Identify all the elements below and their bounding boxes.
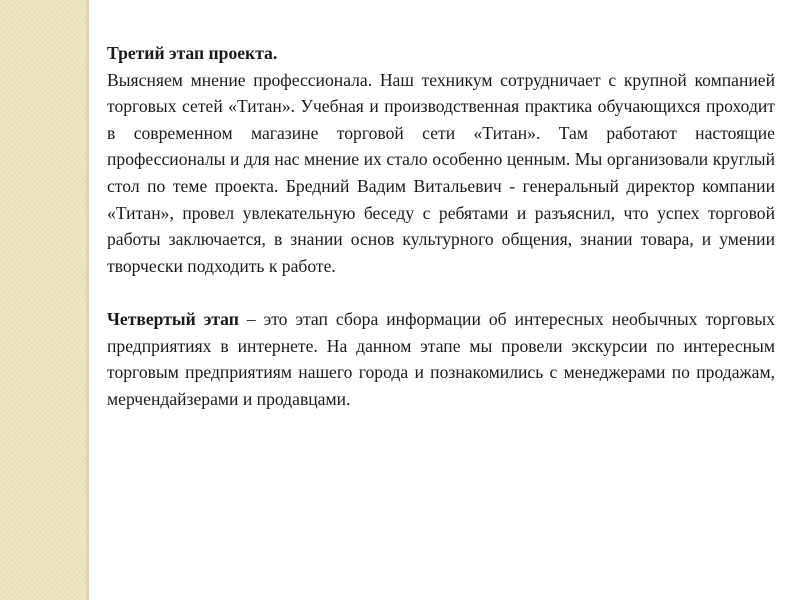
side-strip-border xyxy=(86,0,89,600)
stage4-lead: Четвертый этап xyxy=(107,308,239,329)
decorative-side-strip xyxy=(0,0,86,600)
stage3-paragraph xyxy=(107,40,775,279)
paragraph-spacer xyxy=(107,279,775,306)
stage3-body: Выясняем мнение профессионала. Наш техникум сотрудничает с крупной компанией торговых сетей «Титан». Учебная и производственная практика обучающихся проходит в современном магазине торговой сети «Титан». Там работают настоящие профессионалы и для нас мнение их стало особенно ценным. Мы организовали круглый стол по теме проекта. Бредний Вадим Витальевич - генеральный директор компании «Титан», провел увлекательную беседу с ребятами и разъяснил, что успех торговой работы заключается, в знании основ культурного общения, знании товара, и умении творчески подходить к работе. xyxy=(107,69,775,276)
stage4-paragraph xyxy=(107,306,775,412)
slide-text-body xyxy=(107,40,775,412)
stage4-body: – это этап сбора информации об интересных необычных торговых предприятиях в интернете. На данном этапе мы провели экскурсии по интересным торговым предприятиям нашего города и познакомились с менеджерами по продажам, мерчендайзерами и продавцами. xyxy=(107,308,775,409)
stage3-heading: Третий этап проекта. xyxy=(107,43,278,63)
